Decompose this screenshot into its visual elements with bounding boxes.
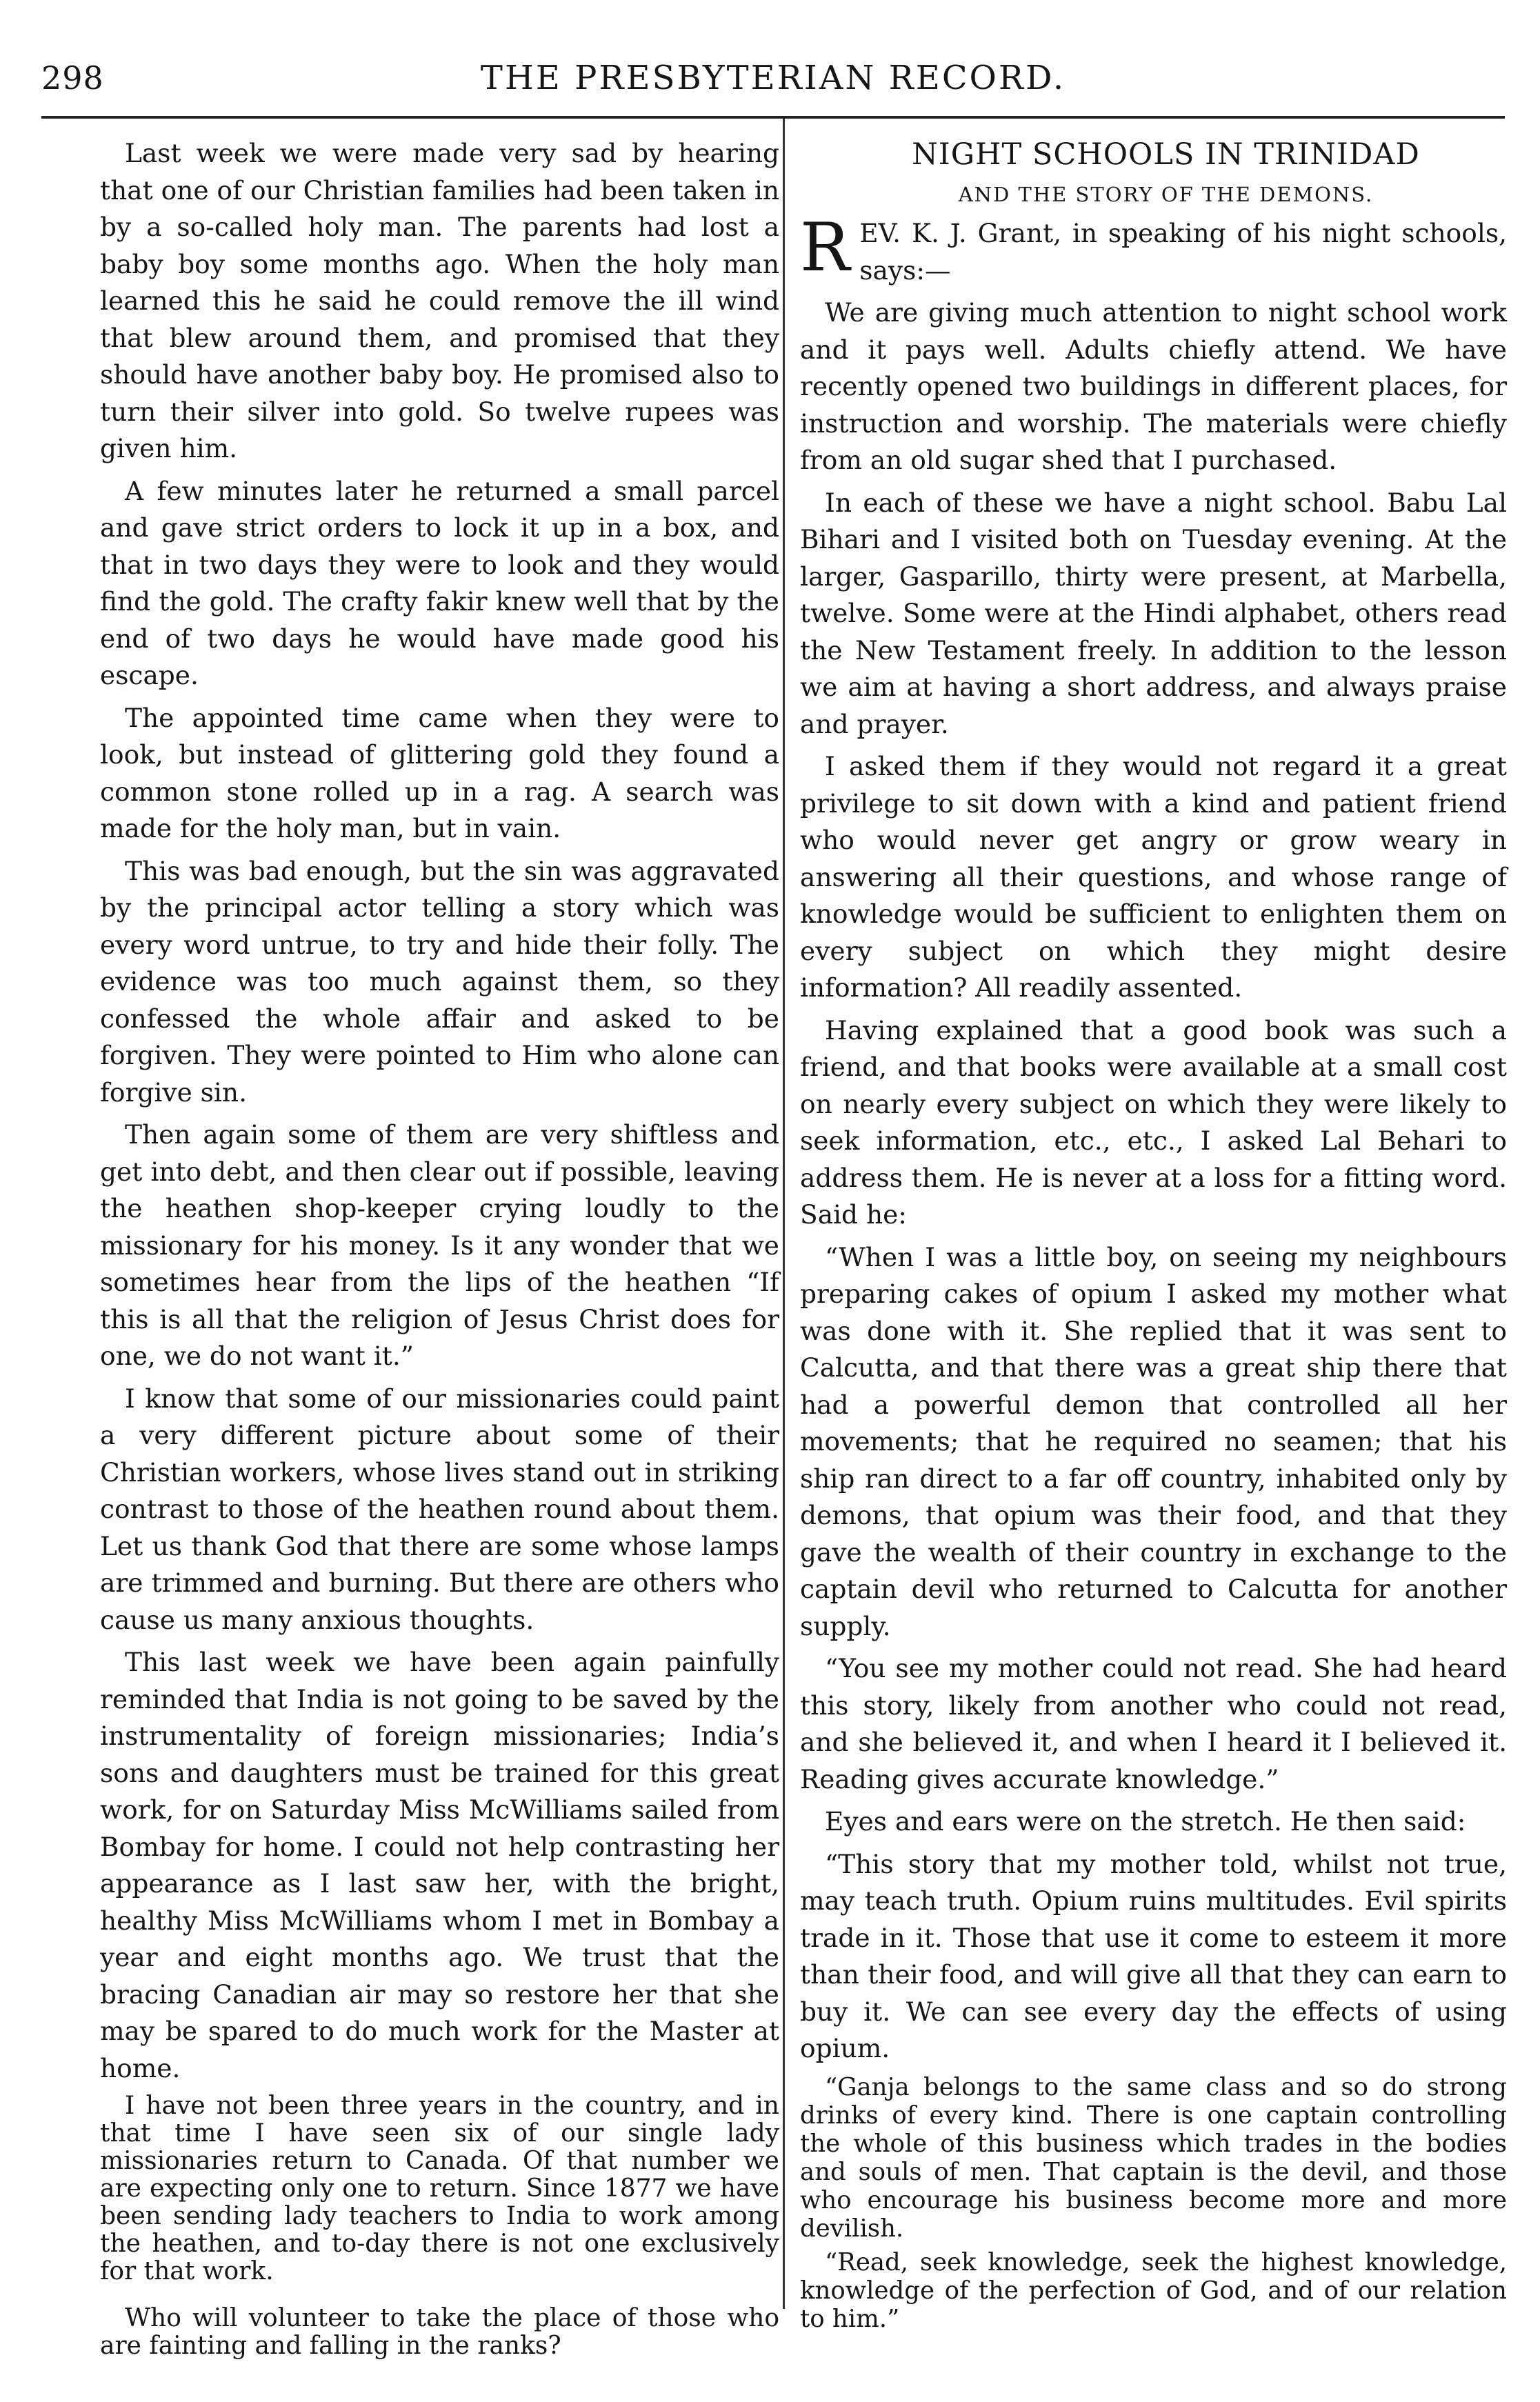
right-paragraph-4: Having explained that a good book was such a friend, and that books were available at a small cost on nearly every subject on which they were likely to seek information, etc., etc., I asked Lal Behari to address them. He is never at a loss for a fitting word. Said he:	[800, 1014, 1507, 1230]
article-subheadline: AND THE STORY OF THE DEMONS.	[958, 183, 1374, 206]
article-headline: NIGHT SCHOOLS IN TRINIDAD	[912, 137, 1420, 172]
right-paragraph-8: “This story that my mother told, whilst not true, may teach truth. Opium ruins multitudes. Evil spirits trade in it. Those that use it come to esteem it more than their food, and will give all that they can earn to buy it. We can see every day the effects of using opium.	[800, 1848, 1507, 2063]
left-paragraph-2: A few minutes later he returned a small parcel and gave strict orders to lock it up in a box, and that in two days they were to look and they would find the gold. The crafty fakir knew well that by the end of two days he would have made good his escape.	[100, 475, 779, 690]
left-paragraph-7: This last week we have been again painfully reminded that India is not going to be saved by the instrumentality of foreign missionaries; India’s sons and daughters must be trained for this great work, for on Saturday Miss McWilliams sailed from Bombay for home. I could not help contrasting her appearance as I last saw her, with the bright, healthy Miss McWilliams whom I met in Bombay a year and eight months ago. We trust that the bracing Canadian air may so restore her that she may be spared to do much work for the Master at home.	[100, 1647, 779, 2083]
left-paragraph-1: Last week we were made very sad by hearing that one of our Christian families had been taken in by a so-called holy man. The parents had lost a baby boy some months ago. When the holy man learned this he said he could remove the ill wind that blew around them, and promised that they should have another baby boy. He promised also to turn their silver into gold. So twelve rupees was given him.	[100, 138, 779, 463]
right-paragraph-2: In each of these we have a night school. Babu Lal Bihari and I visited both on Tuesday evening. At the larger, Gasparillo, thirty were present, at Marbella, twelve. Some were at the Hindi alphabet, others read the New Testament freely. In addition to the lesson we aim at having a short address, and always praise and prayer.	[800, 487, 1507, 739]
left-paragraph-8: I have not been three years in the country, and in that time I have seen six of our single lady missionaries return to Canada. Of that number we are expecting only one to return. Since 1877 we have been sending lady teachers to India to work among the heathen, and to-day there is not one exclusively for that work.	[100, 2092, 779, 2285]
right-paragraph-6: “You see my mother could not read. She had heard this story, likely from another who could not read, and she believed it, and when I heard it I believed it. Reading gives accurate knowledge.”	[800, 1653, 1507, 1794]
article-intro-text: EV. K. J. Grant, in speaking of his night schools, says:—	[859, 218, 1507, 286]
dropcap-letter: R	[800, 209, 850, 286]
column-divider	[783, 119, 785, 2309]
left-paragraph-4: This was bad enough, but the sin was aggravated by the principal actor telling a story which was every word untrue, to try and hide their folly. The evidence was too much against them, so they confessed the whole affair and asked to be forgiven. They were pointed to Him who alone can forgive sin.	[100, 855, 779, 1108]
right-paragraph-3: I asked them if they would not regard it a great privilege to sit down with a kind and patient friend who would never get angry or grow weary in answering all their questions, and whose range of knowledge would be sufficient to enlighten them on every subject on which they might desire information? All readily assented.	[800, 751, 1507, 1003]
right-paragraph-7: Eyes and ears were on the stretch. He then said:	[825, 1806, 1466, 1836]
left-paragraph-9: Who will volunteer to take the place of those who are fainting and falling in the ranks?	[100, 2304, 779, 2360]
right-paragraph-10: “Read, seek knowledge, seek the highest knowledge, knowledge of the perfection of God, and of our relation to him.”	[800, 2248, 1507, 2333]
left-paragraph-6: I know that some of our missionaries could paint a very different picture about some of their Christian workers, whose lives stand out in striking contrast to those of the heathen round about them. Let us thank God that there are some whose lamps are trimmed and burning. But there are others who cause us many anxious thoughts.	[100, 1383, 779, 1635]
running-title: THE PRESBYTERIAN RECORD.	[480, 59, 1066, 97]
right-paragraph-9: “Ganja belongs to the same class and so do strong drinks of every kind. There is one captain controlling the whole of this business which trades in the bodies and souls of men. That captain is the devil, and those who encourage his business become more and more devilish.	[800, 2072, 1507, 2243]
right-column	[800, 135, 1507, 2339]
header-rule	[41, 116, 1505, 119]
article-intro	[800, 209, 1507, 289]
right-paragraph-5: “When I was a little boy, on seeing my neighbours preparing cakes of opium I asked my mother what was done with it. She replied that it was sent to Calcutta, and that there was a great ship there that had a powerful demon that controlled all her movements; that he required no seamen; that his ship ran direct to a far off country, inhabited only by demons, that opium was their food, and that they gave the wealth of their country in exchange to the captain devil who returned to Calcutta for another supply.	[800, 1241, 1507, 1641]
page-number: 298	[41, 59, 104, 97]
right-paragraph-1: We are giving much attention to night school work and it pays well. Adults chiefly attend. We have recently opened two buildings in different places, for instruction and worship. The materials were chiefly from an old sugar shed that I purchased.	[800, 297, 1507, 475]
left-paragraph-5: Then again some of them are very shiftless and get into debt, and then clear out if possible, leaving the heathen shop-keeper crying loudly to the missionary for his money. Is it any wonder that we sometimes hear from the lips of the heathen “If this is all that the religion of Jesus Christ does for one, we do not want it.”	[100, 1119, 779, 1371]
left-paragraph-3: The appointed time came when they were to look, but instead of glittering gold they found a common stone rolled up in a rag. A search was made for the holy man, but in vain.	[100, 702, 779, 843]
left-column	[100, 135, 779, 2365]
page-header	[41, 54, 1505, 102]
